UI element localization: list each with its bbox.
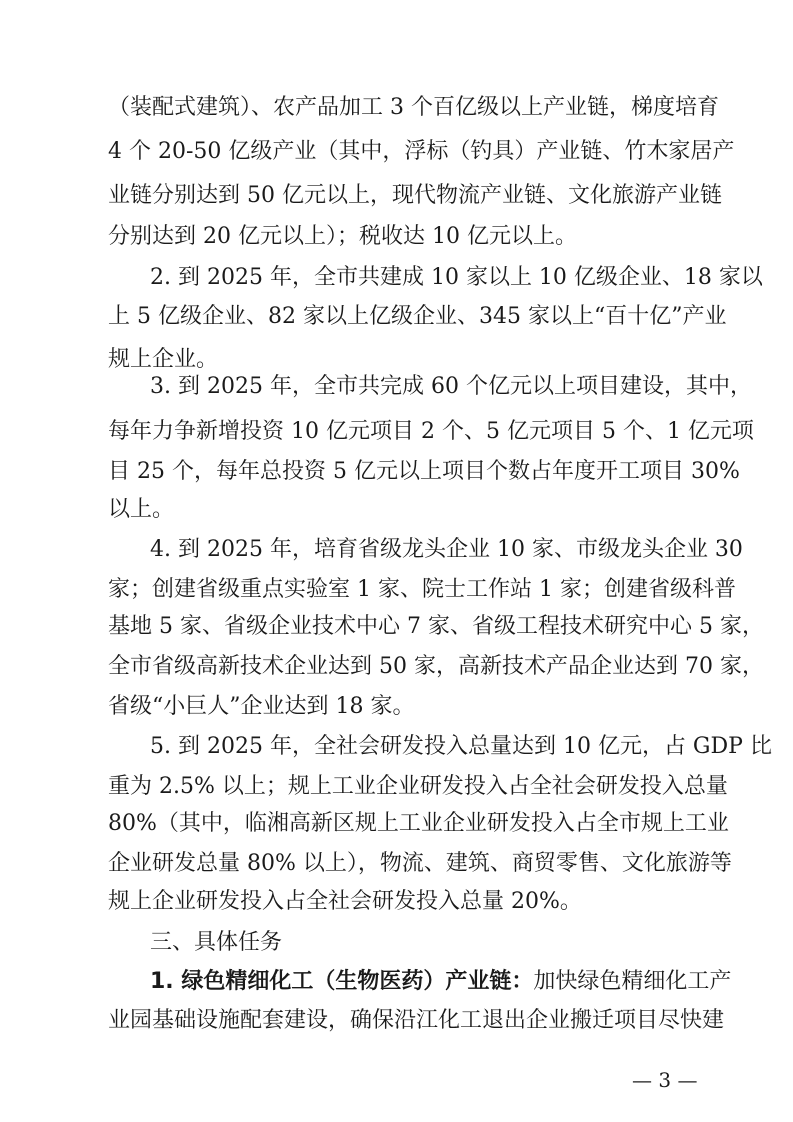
text-line: 2. 到 2025 年，全市共建成 10 家以上 10 亿级企业、18 家以 <box>150 265 763 290</box>
page-number: — 3 — <box>632 1068 698 1092</box>
text-line: 每年力争新增投资 10 亿元项目 2 个、5 亿元项目 5 个、1 亿元项 <box>108 419 754 444</box>
task-1-text: 加快绿色精细化工产 <box>533 969 732 994</box>
text-line: 5. 到 2025 年，全社会研发投入总量达到 10 亿元，占 GDP 比 <box>150 734 772 759</box>
text-line: 业链分别达到 50 亿元以上，现代物流产业链、文化旅游产业链 <box>108 183 722 208</box>
text-line: 家；创建省级重点实验室 1 家、院士工作站 1 家；创建省级科普 <box>108 577 736 602</box>
text-line: 规上企业。 <box>108 347 219 372</box>
task-1-title: 1. 绿色精细化工（生物医药）产业链： <box>150 969 534 994</box>
text-line: 省级“小巨人”企业达到 18 家。 <box>108 694 415 719</box>
text-line: 全市省级高新技术企业达到 50 家，高新技术产品企业达到 70 家， <box>108 654 764 679</box>
text-line: （装配式建筑）、农产品加工 3 个百亿级以上产业链，梯度培育 <box>108 95 719 120</box>
text-line: 重为 2.5% 以上；规上工业企业研发投入占全社会研发投入总量 <box>108 774 728 799</box>
text-line: 4 个 20-50 亿级产业（其中，浮标（钓具）产业链、竹木家居产 <box>108 139 735 164</box>
text-line: 业园基础设施配套建设，确保沿江化工退出企业搬迁项目尽快建 <box>108 1008 725 1033</box>
task-1-line <box>150 967 732 997</box>
text-line: 80%（其中，临湘高新区规上工业企业研发投入占全市规上工业 <box>108 811 729 836</box>
text-line: 3. 到 2025 年，全市共完成 60 个亿元以上项目建设，其中， <box>150 374 752 399</box>
section-heading: 三、具体任务 <box>150 930 283 955</box>
text-line: 以上。 <box>108 497 175 522</box>
text-line: 分别达到 20 亿元以上）；税收达 10 亿元以上。 <box>108 224 577 249</box>
text-line: 基地 5 家、省级企业技术中心 7 家、省级工程技术研究中心 5 家， <box>108 614 764 639</box>
text-line: 目 25 个，每年总投资 5 亿元以上项目个数占年度开工项目 30% <box>108 459 740 484</box>
text-line: 上 5 亿级企业、82 家以上亿级企业、345 家以上“百十亿”产业 <box>108 304 727 329</box>
text-line: 企业研发总量 80% 以上），物流、建筑、商贸零售、文化旅游等 <box>108 851 732 876</box>
text-line: 规上企业研发投入占全社会研发投入总量 20%。 <box>108 889 582 914</box>
text-line: 4. 到 2025 年，培育省级龙头企业 10 家、市级龙头企业 30 <box>150 537 743 562</box>
